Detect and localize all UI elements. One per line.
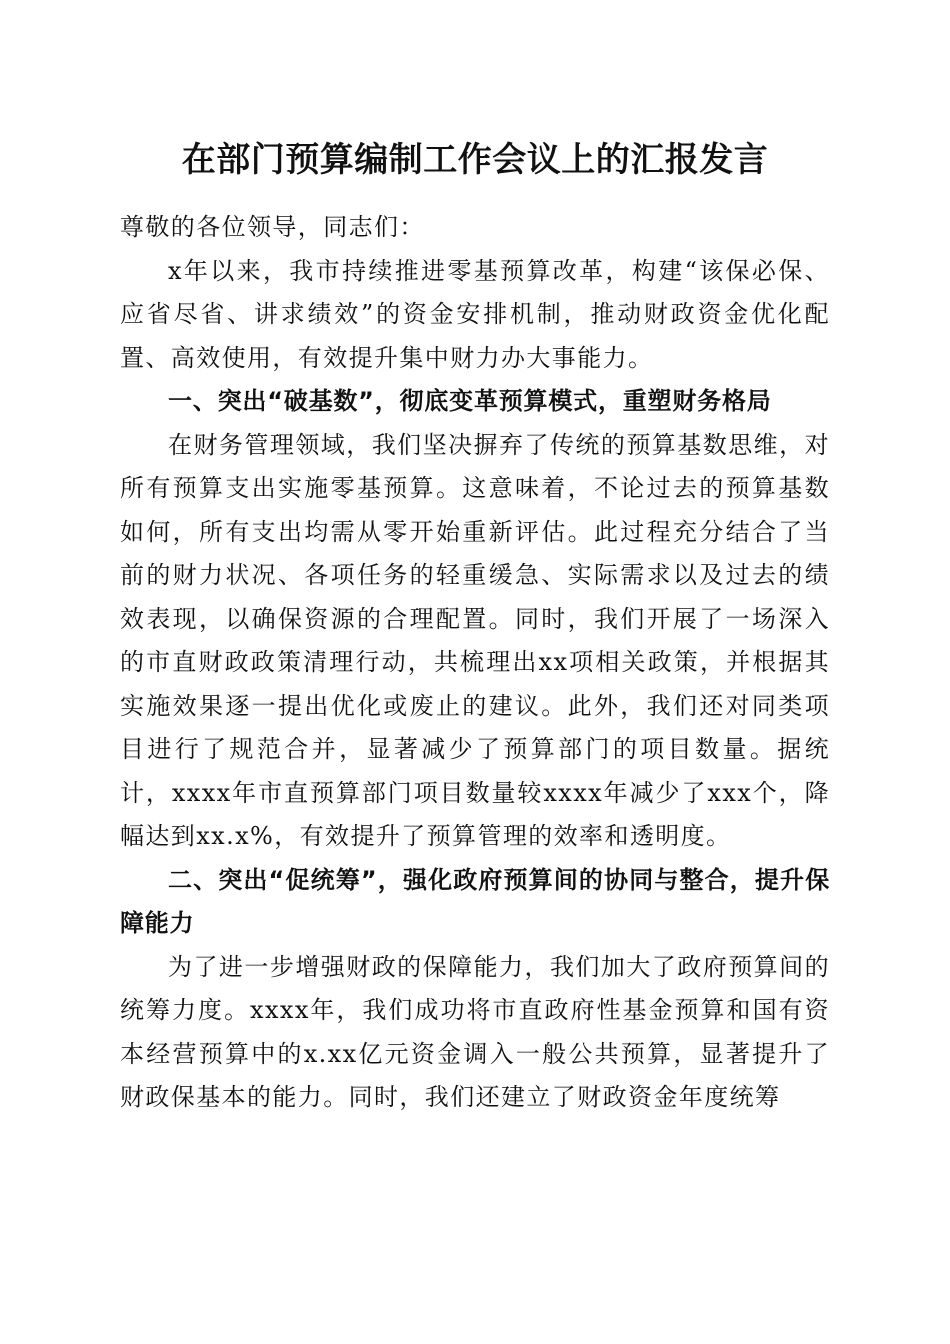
salutation: 尊敬的各位领导，同志们： — [120, 213, 425, 241]
document-title: 在部门预算编制工作会议上的汇报发言 — [181, 140, 769, 180]
section-2-heading: 二、突出“促统筹”，强化政府预算间的协同与整合，提升保障能力 — [120, 865, 830, 937]
document-body — [120, 206, 830, 1120]
section-1-heading: 一、突出“破基数”，彻底变革预算模式，重塑财务格局 — [168, 387, 772, 415]
intro-paragraph: x年以来，我市持续推进零基预算改革，构建“该保必保、应省尽省、讲求绩效”的资金安排机制，推动财政资金优化配置、高效使用，有效提升集中财力办大事能力。 — [120, 256, 830, 372]
section-1-paragraph: 在财务管理领域，我们坚决摒弃了传统的预算基数思维，对所有预算支出实施零基预算。这意味着，不论过去的预算基数如何，所有支出均需从零开始重新评估。此过程充分结合了当前的财力状况、各项任务的轻重缓急、实际需求以及过去的绩效表现，以确保资源的合理配置。同时，我们开展了一场深入的市直财政政策清理行动，共梳理出xx项相关政策，并根据其实施效果逐一提出优化或废止的建议。此外，我们还对同类项目进行了规范合并，显著减少了预算部门的项目数量。据统计，xxxx年市直预算部门项目数量较xxxx年减少了xxx个，降幅达到xx.x%，有效提升了预算管理的效率和透明度。 — [120, 430, 830, 850]
section-2-paragraph: 为了进一步增强财政的保障能力，我们加大了政府预算间的统筹力度。xxxx年，我们成功将市直政府性基金预算和国有资本经营预算中的x.xx亿元资金调入一般公共预算，显著提升了财政保基本的能力。同时，我们还建立了财政资金年度统筹 — [120, 952, 830, 1111]
